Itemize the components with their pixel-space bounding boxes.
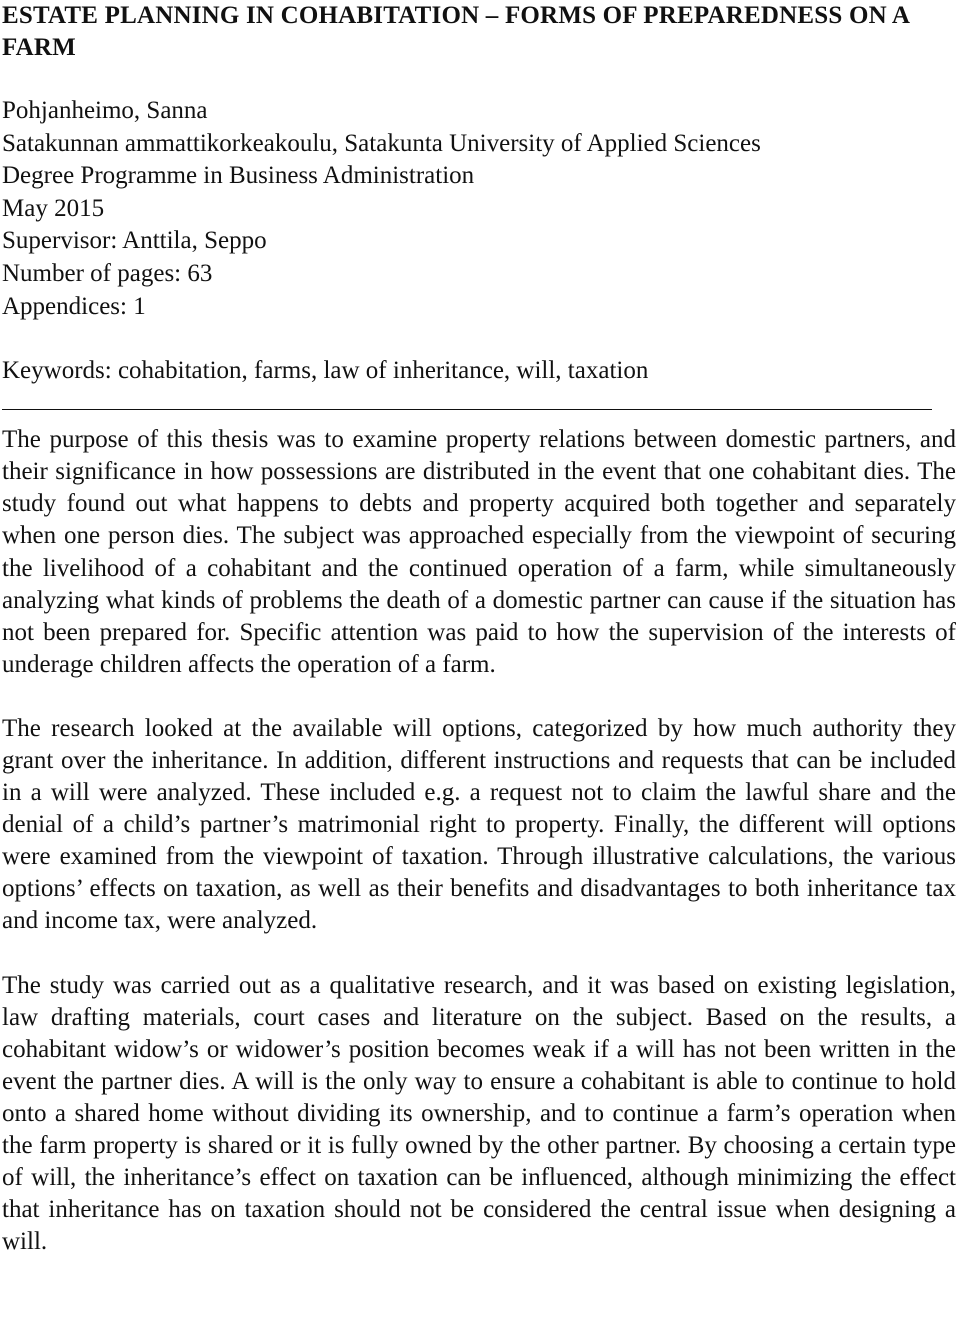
date: May 2015 (2, 194, 105, 222)
thesis-title: ESTATE PLANNING IN COHABITATION – FORMS OF PREPAREDNESS ON A FARM (2, 2, 909, 61)
institution: Satakunnan ammattikorkeakoulu, Satakunta University of Applied Sciences (2, 129, 761, 157)
degree-programme: Degree Programme in Business Administration (2, 162, 475, 190)
supervisor: Supervisor: Anttila, Seppo (2, 227, 267, 255)
author: Pohjanheimo, Sanna (2, 97, 208, 124)
abstract-paragraph-3: The study was carried out as a qualitative research, and it was based on existing legislation, law drafting materials, court cases and literature on the subject. Based on the results, a cohabitant widow’s or widower’s position becomes weak if a will has not been written in the event the partner dies. A will is the only way to ensure a cohabitant is able to continue to hold onto a shared home without dividing its ownership, and to continue a farm’s operation when the farm property is shared or it is fully owned by the other partner. By choosing a certain type of will, the inheritance’s effect on taxation can be influenced, although minimizing the effect that inheritance has on taxation should not be considered the central issue when designing a will. (2, 971, 956, 1256)
abstract-paragraph-1: The purpose of this thesis was to examine property relations between domestic partners, and their significance in how possessions are distributed in the event that one cohabitant dies. The study found out what happens to debts and property acquired both together and separately when one person dies. The subject was approached especially from the viewpoint of securing the livelihood of a cohabitant and the continued operation of a farm, while simultaneously analyzing what kinds of problems the death of a domestic partner can cause if the situation has not been prepared for. Specific attention was paid to how the supervision of the interests of underage children affects the operation of a farm. (2, 426, 956, 678)
divider-rule (2, 409, 932, 410)
keywords: Keywords: cohabitation, farms, law of inheritance, will, taxation (2, 357, 649, 385)
appendices: Appendices: 1 (2, 292, 146, 320)
page-count: Number of pages: 63 (2, 259, 213, 287)
abstract-page (2, 0, 956, 1258)
thesis-metadata (2, 95, 956, 323)
abstract-paragraph-2: The research looked at the available will options, categorized by how much authority they grant over the inheritance. In addition, different instructions and requests that can be included in a will were analyzed. These included e.g. a request not to claim the lawful share and the denial of a child’s partner’s matrimonial right to property. Finally, the different will options were examined from the viewpoint of taxation. Through illustrative calculations, the various options’ effects on taxation, as well as their benefits and disadvantages to both inheritance tax and income tax, were analyzed. (2, 714, 956, 935)
